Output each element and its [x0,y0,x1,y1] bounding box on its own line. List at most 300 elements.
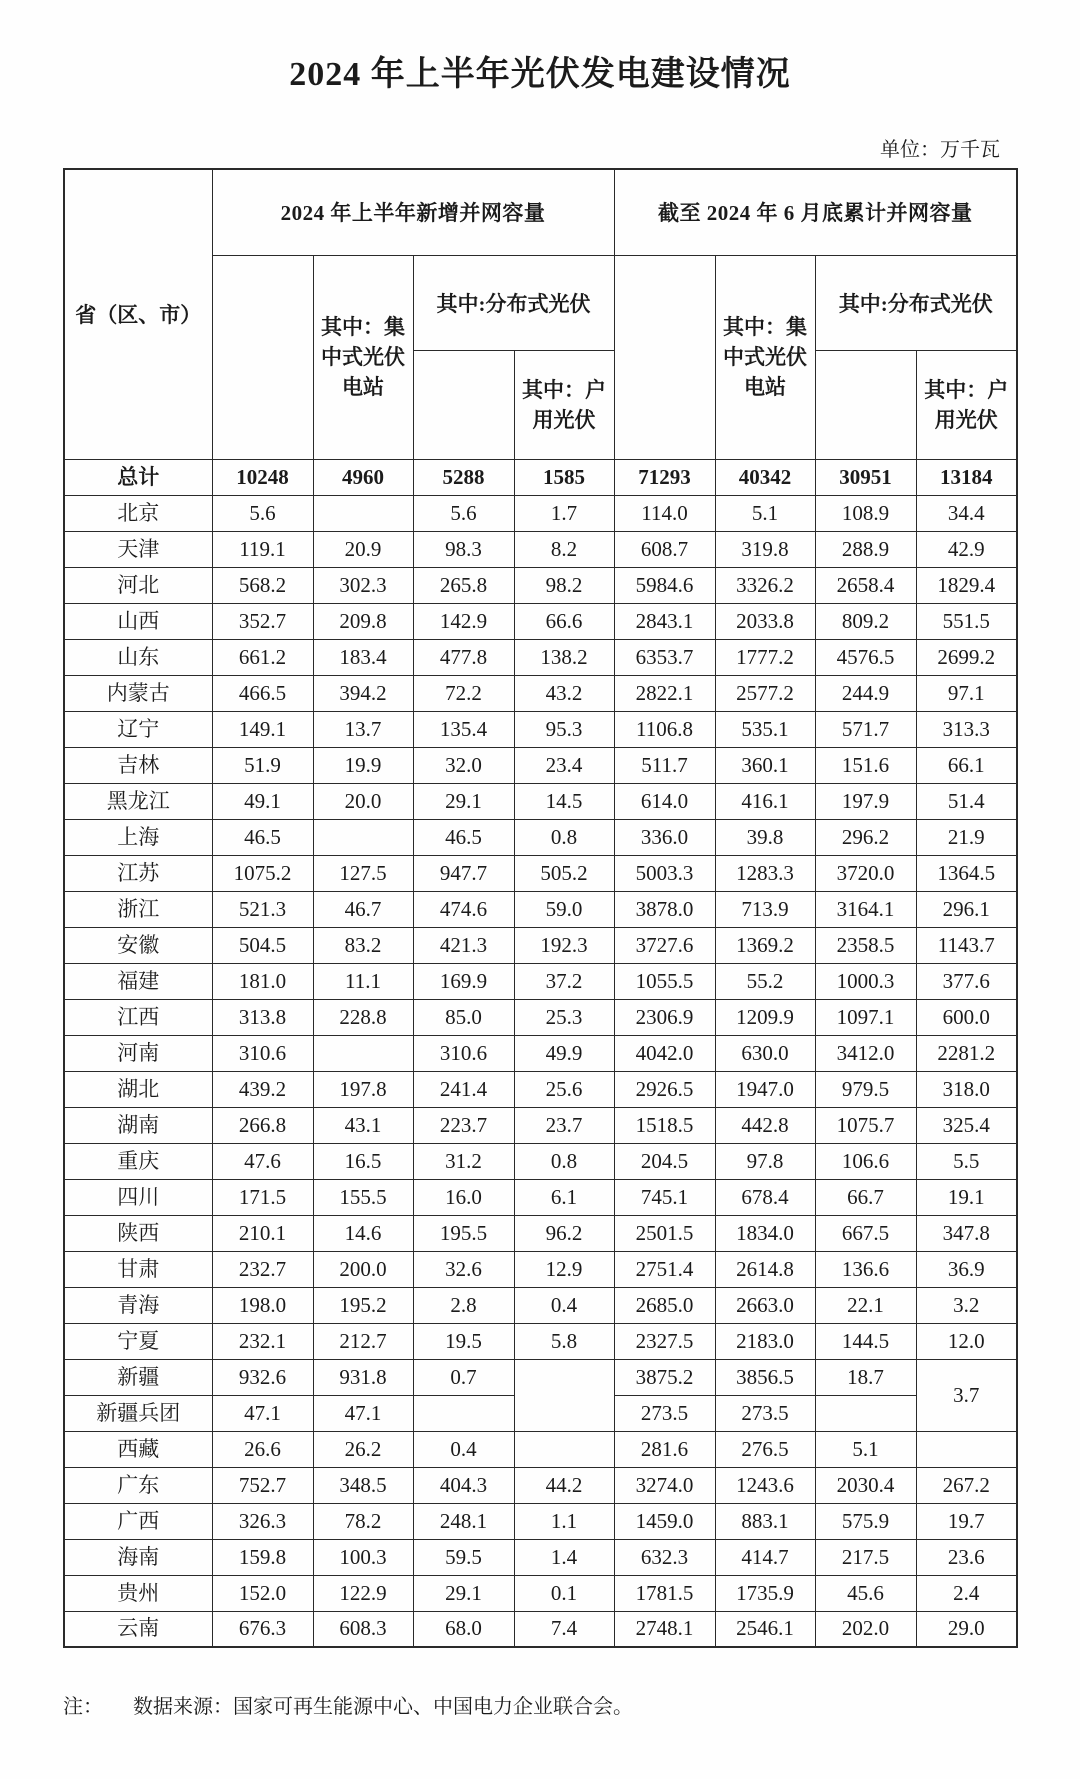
value-cell: 152.0 [212,1575,313,1611]
value-cell: 26.2 [313,1431,413,1467]
unit-label: 单位：万千瓦 [880,139,1000,161]
value-cell: 474.6 [413,891,514,927]
value-cell: 198.0 [212,1287,313,1323]
value-cell: 273.5 [715,1395,815,1431]
value-cell: 34.4 [916,495,1017,531]
value-cell: 2822.1 [614,675,715,711]
value-cell: 0.8 [514,1143,614,1179]
value-cell: 313.3 [916,711,1017,747]
value-cell: 32.6 [413,1251,514,1287]
value-cell: 6353.7 [614,639,715,675]
table-row [64,531,1017,567]
value-cell: 313.8 [212,999,313,1035]
value-cell: 5984.6 [614,567,715,603]
value-cell: 1283.3 [715,855,815,891]
province-cell: 云南 [64,1611,212,1647]
value-cell: 421.3 [413,927,514,963]
value-cell: 12.9 [514,1251,614,1287]
value-cell: 36.9 [916,1251,1017,1287]
value-cell: 568.2 [212,567,313,603]
value-cell: 49.9 [514,1035,614,1071]
value-cell: 97.1 [916,675,1017,711]
value-cell: 155.5 [313,1179,413,1215]
value-cell: 2033.8 [715,603,815,639]
table-row [64,711,1017,747]
table-row [64,459,1017,495]
value-cell: 210.1 [212,1215,313,1251]
value-cell: 78.2 [313,1503,413,1539]
value-cell: 931.8 [313,1359,413,1395]
pv-capacity-table [63,168,1018,1648]
value-cell: 142.9 [413,603,514,639]
value-cell: 136.6 [815,1251,916,1287]
header-cum-total [614,255,715,459]
value-cell: 752.7 [212,1467,313,1503]
value-cell: 3875.2 [614,1359,715,1395]
value-cell: 3412.0 [815,1035,916,1071]
value-cell: 232.7 [212,1251,313,1287]
value-cell: 883.1 [715,1503,815,1539]
value-cell: 59.5 [413,1539,514,1575]
value-cell: 273.5 [614,1395,715,1431]
province-cell: 吉林 [64,747,212,783]
value-cell: 200.0 [313,1251,413,1287]
province-cell: 山东 [64,639,212,675]
value-cell: 51.4 [916,783,1017,819]
value-cell: 29.1 [413,783,514,819]
value-cell: 1777.2 [715,639,815,675]
value-cell: 4960 [313,459,413,495]
table-row [64,1503,1017,1539]
province-cell: 江西 [64,999,212,1035]
value-cell: 676.3 [212,1611,313,1647]
value-cell: 26.6 [212,1431,313,1467]
province-cell: 四川 [64,1179,212,1215]
table-row [64,603,1017,639]
value-cell: 347.8 [916,1215,1017,1251]
province-cell: 广西 [64,1503,212,1539]
province-cell: 青海 [64,1287,212,1323]
value-cell: 43.2 [514,675,614,711]
value-cell [413,1395,514,1431]
value-cell: 608.3 [313,1611,413,1647]
value-cell: 575.9 [815,1503,916,1539]
value-cell: 25.6 [514,1071,614,1107]
value-cell: 5.1 [715,495,815,531]
value-cell: 310.6 [413,1035,514,1071]
value-cell: 439.2 [212,1071,313,1107]
value-cell: 23.7 [514,1107,614,1143]
value-cell: 310.6 [212,1035,313,1071]
value-cell: 248.1 [413,1503,514,1539]
header-new-distributed: 其中:分布式光伏 [413,255,614,350]
value-cell: 3878.0 [614,891,715,927]
value-cell: 0.4 [514,1287,614,1323]
value-cell: 326.3 [212,1503,313,1539]
value-cell: 3326.2 [715,567,815,603]
table-row [64,819,1017,855]
value-cell: 30951 [815,459,916,495]
value-cell: 108.9 [815,495,916,531]
value-cell: 2501.5 [614,1215,715,1251]
value-cell: 119.1 [212,531,313,567]
value-cell: 3727.6 [614,927,715,963]
value-cell: 632.3 [614,1539,715,1575]
value-cell: 0.8 [514,819,614,855]
value-cell: 2306.9 [614,999,715,1035]
value-cell: 127.5 [313,855,413,891]
value-cell: 44.2 [514,1467,614,1503]
value-cell: 195.2 [313,1287,413,1323]
province-cell: 湖北 [64,1071,212,1107]
value-cell: 2030.4 [815,1467,916,1503]
table-row [64,1215,1017,1251]
table-row [64,1539,1017,1575]
value-cell: 947.7 [413,855,514,891]
province-cell: 总计 [64,459,212,495]
value-cell: 106.6 [815,1143,916,1179]
value-cell: 5.5 [916,1143,1017,1179]
value-cell [313,819,413,855]
value-cell: 1243.6 [715,1467,815,1503]
table-row [64,1287,1017,1323]
value-cell [514,1359,614,1431]
value-cell: 209.8 [313,603,413,639]
table-row [64,747,1017,783]
value-cell: 2.4 [916,1575,1017,1611]
value-cell: 1459.0 [614,1503,715,1539]
footnote-text: 数据来源：国家可再生能源中心、中国电力企业联合会。 [133,1696,633,1718]
value-cell: 29.1 [413,1575,514,1611]
value-cell: 1834.0 [715,1215,815,1251]
value-cell: 197.8 [313,1071,413,1107]
value-cell: 20.9 [313,531,413,567]
value-cell: 72.2 [413,675,514,711]
value-cell: 1209.9 [715,999,815,1035]
value-cell [815,1395,916,1431]
header-new-total [212,255,313,459]
table-row [64,891,1017,927]
value-cell: 51.9 [212,747,313,783]
value-cell [313,495,413,531]
province-cell: 河北 [64,567,212,603]
value-cell: 505.2 [514,855,614,891]
header-row-groups [64,169,1017,255]
value-cell: 571.7 [815,711,916,747]
value-cell: 25.3 [514,999,614,1035]
value-cell: 149.1 [212,711,313,747]
value-cell: 46.5 [413,819,514,855]
value-cell: 212.7 [313,1323,413,1359]
value-cell [916,1431,1017,1467]
table-row [64,1323,1017,1359]
province-cell: 天津 [64,531,212,567]
province-cell: 河南 [64,1035,212,1071]
province-cell: 山西 [64,603,212,639]
province-cell: 新疆 [64,1359,212,1395]
value-cell: 2926.5 [614,1071,715,1107]
province-cell: 贵州 [64,1575,212,1611]
value-cell: 244.9 [815,675,916,711]
value-cell: 265.8 [413,567,514,603]
table-row [64,1035,1017,1071]
value-cell: 1829.4 [916,567,1017,603]
value-cell: 1000.3 [815,963,916,999]
province-cell: 浙江 [64,891,212,927]
value-cell: 19.5 [413,1323,514,1359]
value-cell: 40342 [715,459,815,495]
province-cell: 江苏 [64,855,212,891]
value-cell: 348.5 [313,1467,413,1503]
value-cell: 14.5 [514,783,614,819]
value-cell: 122.9 [313,1575,413,1611]
value-cell: 5.6 [212,495,313,531]
value-cell: 630.0 [715,1035,815,1071]
value-cell: 46.5 [212,819,313,855]
value-cell: 95.3 [514,711,614,747]
value-cell: 319.8 [715,531,815,567]
value-cell: 204.5 [614,1143,715,1179]
value-cell: 360.1 [715,747,815,783]
table-row [64,783,1017,819]
value-cell: 2748.1 [614,1611,715,1647]
value-cell: 202.0 [815,1611,916,1647]
value-cell: 20.0 [313,783,413,819]
value-cell: 19.9 [313,747,413,783]
value-cell: 66.1 [916,747,1017,783]
table-row [64,1575,1017,1611]
value-cell: 1364.5 [916,855,1017,891]
province-cell: 福建 [64,963,212,999]
value-cell: 13184 [916,459,1017,495]
value-cell: 135.4 [413,711,514,747]
value-cell: 600.0 [916,999,1017,1035]
value-cell: 394.2 [313,675,413,711]
header-cum-distributed: 其中:分布式光伏 [815,255,1017,350]
footnote-prefix: 注： [63,1696,103,1718]
value-cell: 19.1 [916,1179,1017,1215]
table-row [64,567,1017,603]
value-cell: 181.0 [212,963,313,999]
value-cell: 195.5 [413,1215,514,1251]
header-new-centralized: 其中：集中式光伏电站 [313,255,413,459]
table-row [64,1071,1017,1107]
value-cell: 4042.0 [614,1035,715,1071]
value-cell: 97.8 [715,1143,815,1179]
value-cell: 1.7 [514,495,614,531]
value-cell: 2663.0 [715,1287,815,1323]
value-cell: 521.3 [212,891,313,927]
value-cell: 192.3 [514,927,614,963]
province-cell: 宁夏 [64,1323,212,1359]
value-cell: 11.1 [313,963,413,999]
value-cell: 2685.0 [614,1287,715,1323]
value-cell: 276.5 [715,1431,815,1467]
value-cell: 98.2 [514,567,614,603]
value-cell: 21.9 [916,819,1017,855]
value-cell: 232.1 [212,1323,313,1359]
province-cell: 新疆兵团 [64,1395,212,1431]
province-cell: 北京 [64,495,212,531]
value-cell: 511.7 [614,747,715,783]
table-row [64,963,1017,999]
value-cell: 12.0 [916,1323,1017,1359]
value-cell: 466.5 [212,675,313,711]
header-new-distributed-total [413,350,514,459]
value-cell: 6.1 [514,1179,614,1215]
value-cell: 138.2 [514,639,614,675]
value-cell: 404.3 [413,1467,514,1503]
value-cell: 1585 [514,459,614,495]
value-cell: 14.6 [313,1215,413,1251]
value-cell: 2183.0 [715,1323,815,1359]
value-cell: 5003.3 [614,855,715,891]
table-row [64,1107,1017,1143]
value-cell: 3720.0 [815,855,916,891]
value-cell: 809.2 [815,603,916,639]
table-row [64,999,1017,1035]
footnote [63,1694,1080,1720]
value-cell: 217.5 [815,1539,916,1575]
value-cell: 266.8 [212,1107,313,1143]
value-cell: 47.1 [313,1395,413,1431]
value-cell: 23.6 [916,1539,1017,1575]
table-header [64,169,1017,459]
value-cell: 37.2 [514,963,614,999]
province-cell: 重庆 [64,1143,212,1179]
value-cell: 8.2 [514,531,614,567]
value-cell: 169.9 [413,963,514,999]
header-cum-distributed-total [815,350,916,459]
value-cell: 745.1 [614,1179,715,1215]
table-row [64,1359,1017,1395]
province-cell: 辽宁 [64,711,212,747]
value-cell: 68.0 [413,1611,514,1647]
value-cell: 22.1 [815,1287,916,1323]
value-cell: 5.6 [413,495,514,531]
value-cell: 100.3 [313,1539,413,1575]
value-cell: 608.7 [614,531,715,567]
value-cell: 3.7 [916,1359,1017,1431]
value-cell: 2614.8 [715,1251,815,1287]
value-cell: 614.0 [614,783,715,819]
value-cell: 667.5 [815,1215,916,1251]
province-cell: 广东 [64,1467,212,1503]
value-cell: 5.1 [815,1431,916,1467]
value-cell: 16.5 [313,1143,413,1179]
value-cell: 678.4 [715,1179,815,1215]
value-cell: 0.4 [413,1431,514,1467]
value-cell: 19.7 [916,1503,1017,1539]
table-row [64,639,1017,675]
value-cell: 1143.7 [916,927,1017,963]
value-cell: 85.0 [413,999,514,1035]
value-cell: 414.7 [715,1539,815,1575]
table-row [64,1179,1017,1215]
value-cell: 1369.2 [715,927,815,963]
value-cell: 1947.0 [715,1071,815,1107]
value-cell: 55.2 [715,963,815,999]
value-cell: 2358.5 [815,927,916,963]
value-cell: 47.6 [212,1143,313,1179]
value-cell: 1518.5 [614,1107,715,1143]
table-row [64,1431,1017,1467]
value-cell: 1075.7 [815,1107,916,1143]
value-cell: 1735.9 [715,1575,815,1611]
value-cell: 318.0 [916,1071,1017,1107]
province-cell: 黑龙江 [64,783,212,819]
value-cell: 59.0 [514,891,614,927]
province-cell: 陕西 [64,1215,212,1251]
value-cell [514,1431,614,1467]
page-title: 2024 年上半年光伏发电建设情况 [289,56,791,93]
value-cell: 377.6 [916,963,1017,999]
value-cell: 2577.2 [715,675,815,711]
value-cell: 171.5 [212,1179,313,1215]
value-cell: 114.0 [614,495,715,531]
table-row [64,855,1017,891]
value-cell: 31.2 [413,1143,514,1179]
value-cell: 66.7 [815,1179,916,1215]
table-row [64,495,1017,531]
value-cell: 98.3 [413,531,514,567]
header-group-new-capacity: 2024 年上半年新增并网容量 [212,169,614,255]
province-cell: 海南 [64,1539,212,1575]
value-cell: 2281.2 [916,1035,1017,1071]
table-row [64,1611,1017,1647]
value-cell: 2751.4 [614,1251,715,1287]
value-cell: 713.9 [715,891,815,927]
value-cell: 2699.2 [916,639,1017,675]
province-cell: 甘肃 [64,1251,212,1287]
value-cell: 2.8 [413,1287,514,1323]
value-cell: 3164.1 [815,891,916,927]
value-cell: 45.6 [815,1575,916,1611]
value-cell: 1.1 [514,1503,614,1539]
province-cell: 湖南 [64,1107,212,1143]
value-cell: 5.8 [514,1323,614,1359]
table-row [64,675,1017,711]
value-cell: 49.1 [212,783,313,819]
value-cell: 3856.5 [715,1359,815,1395]
value-cell: 0.1 [514,1575,614,1611]
value-cell [313,1035,413,1071]
value-cell: 352.7 [212,603,313,639]
value-cell: 16.0 [413,1179,514,1215]
value-cell: 1781.5 [614,1575,715,1611]
value-cell: 535.1 [715,711,815,747]
value-cell: 83.2 [313,927,413,963]
value-cell: 13.7 [313,711,413,747]
value-cell: 23.4 [514,747,614,783]
value-cell: 3.2 [916,1287,1017,1323]
value-cell: 47.1 [212,1395,313,1431]
table-body [64,459,1017,1647]
value-cell: 296.2 [815,819,916,855]
table-row [64,1143,1017,1179]
value-cell: 5288 [413,459,514,495]
value-cell: 2658.4 [815,567,916,603]
value-cell: 46.7 [313,891,413,927]
value-cell: 442.8 [715,1107,815,1143]
value-cell: 10248 [212,459,313,495]
value-cell: 96.2 [514,1215,614,1251]
value-cell: 1106.8 [614,711,715,747]
value-cell: 159.8 [212,1539,313,1575]
value-cell: 151.6 [815,747,916,783]
value-cell: 39.8 [715,819,815,855]
value-cell: 144.5 [815,1323,916,1359]
